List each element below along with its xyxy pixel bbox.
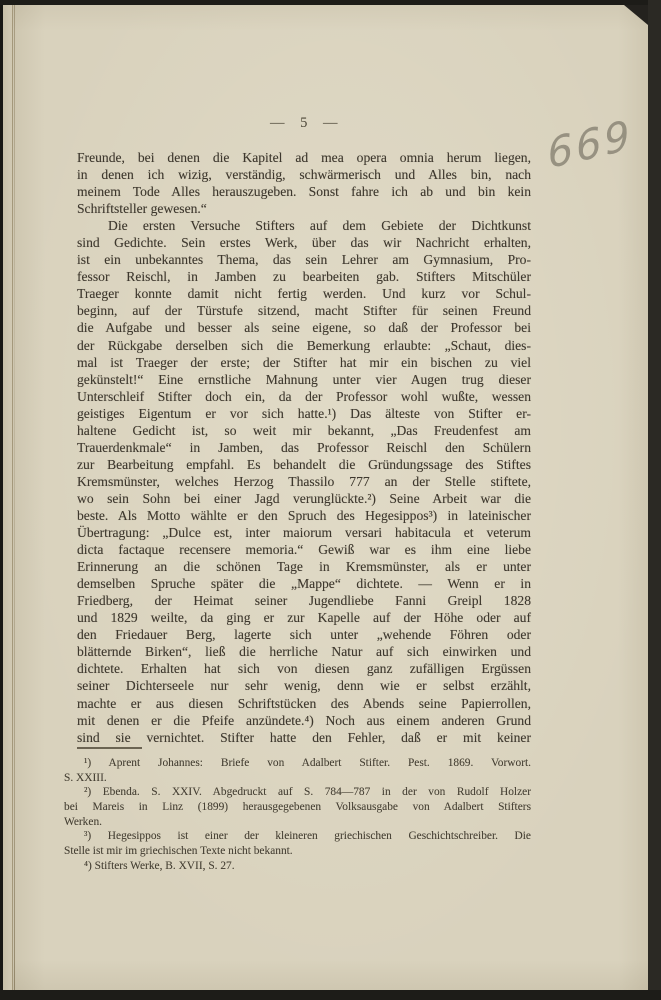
text-line: Friedberg, der Heimat seiner Jugendliebe Fanni Greipl 1828 [77,593,531,609]
text-line: sind sie vernichtet. Stifter hatte den Fehler, daß er mit keiner [77,729,531,745]
text-line: ist ein unbekanntes Thema, das sein Lehrer am Gymnasium, Pro- [77,252,531,268]
text-line: bei Mareis in Linz (1899) herausgegebenen Volksausgabe von Adalbert Stifters [64,801,531,814]
text-line: S. XXIII. [64,771,107,784]
text-line: Unterschleif Stifter doch ein, da der Professor wohl wußte, wessen [77,388,531,404]
text-line: machte er aus diesen Schriftstücken des Abends seine Papierrollen, [77,695,531,711]
text-line: zur Bearbeitung empfahl. Es behandelt die Gründungssage des Stiftes [77,456,531,472]
text-line: Werken. [64,815,102,828]
text-line: ²) Ebenda. S. XXIV. Abgedruckt auf S. 784—787 in der von Rudolf Holzer [84,786,531,799]
text-line: haltene Gedicht ist, so weit mir bekannt, „Das Freudenfest am [77,422,531,438]
footnotes [64,756,531,874]
text-line: Kremsmünster, welches Herzog Thassilo 777 an der Stelle stiftete, [77,473,531,489]
page-edge-stack [3,5,13,990]
footnote-divider [77,747,142,749]
text-line: die Aufgabe und besser als seine eigene, so daß der Professor bei [77,320,531,336]
scan-edge-right [648,0,661,1000]
text-line: ³) Hegesippos ist einer der kleineren griechischen Geschichtschreiber. Die [84,830,531,843]
text-line: demselben Spruche später die „Mappe“ dichtete. — Wenn er in [77,576,531,592]
scan-edge-top [0,0,661,5]
text-line: fessor Reischl, in Jamben zu bearbeiten gab. Stifters Mitschüler [77,269,531,285]
text-line: meinem Tode Alles herauszugeben. Sonst fahre ich ab und bin kein [77,184,531,200]
text-line: Trauerdenkmale“ in Jamben, das Professor Reischl den Schülern [77,439,531,455]
scan-edge-left [0,0,3,1000]
text-line: geistiges Eigentum er vor sich hatte.¹) Das älteste von Stifter er- [77,405,531,421]
text-line: wo sein Sohn bei einer Jagd verunglückte.²) Seine Arbeit war die [77,490,531,506]
scan-edge-bottom [0,990,661,1000]
text-line: ¹) Aprent Johannes: Briefe von Adalbert Stifter. Pest. 1869. Vorwort. [84,757,531,769]
text-line: Traeger konnte damit nicht fertig werden. Und kurz vor Schul- [77,286,531,302]
page-number: — 5 — [270,115,338,131]
text-line: mal ist Traeger der erste; der Stifter hat mir ein bischen zu viel [77,354,531,370]
text-line: Schriftsteller gewesen.“ [77,201,207,217]
text-line: dicta factaque recensere memoria.“ Gewiß war es ihm eine liebe [77,542,531,558]
text-line: Erinnerung an die schönen Tage in Kremsmünster, als er unter [77,559,531,575]
text-line: beste. Als Motto wählte er den Spruch des Hegesippos³) in lateinischer [77,507,531,523]
text-line: in denen ich wizig, verständig, schwärmerisch und Alles bin, nach [77,167,531,183]
handwritten-folio-number: 669 [545,110,636,179]
text-line: mit denen er die Pfeife anzündete.⁴) Noch aus einem anderen Grund [77,712,531,728]
text-line: Stelle ist mir im griechischen Texte nicht bekannt. [64,845,293,858]
body-text [77,149,531,746]
page-fold-line [14,5,15,990]
text-line: Die ersten Versuche Stifters auf dem Gebiete der Dichtkunst [108,218,531,234]
text-line: sind Gedichte. Sein erstes Werk, über das wir Nachricht erhalten, [77,235,531,251]
text-line: ⁴) Stifters Werke, B. XVII, S. 27. [84,859,235,872]
text-line: dichtete. Erhalten hat sich von diesen ganz zufälligen Ergüssen [77,661,531,677]
text-line: den Friedauer Berg, lagerte sich unter „wehende Föhren oder [77,627,531,643]
text-line: beginn, auf der Türstufe sitzend, macht Stifter für seinen Freund [77,303,531,319]
text-line: Übertragung: „Dulce est, inter maiorum versari habitacula et veterum [77,525,531,541]
text-line: gekünstelt!“ Eine ernstliche Mahnung unter vier Augen trug dieser [77,371,531,387]
text-line: und 1829 weilte, da ging er zur Kapelle auf der Höhe oder auf [77,610,531,626]
text-line: blätternde Birken“, ließ die herrliche Natur auf sich einwirken und [77,644,531,660]
text-line: seiner Dichterseele nur sehr wenig, denn wie er selbst erzählt, [77,678,531,694]
text-line: der Rückgabe derselben sich die Bemerkung erlaubte: „Schaut, dies- [77,337,531,353]
text-line: Freunde, bei denen die Kapitel ad mea opera omnia herum liegen, [77,150,531,165]
